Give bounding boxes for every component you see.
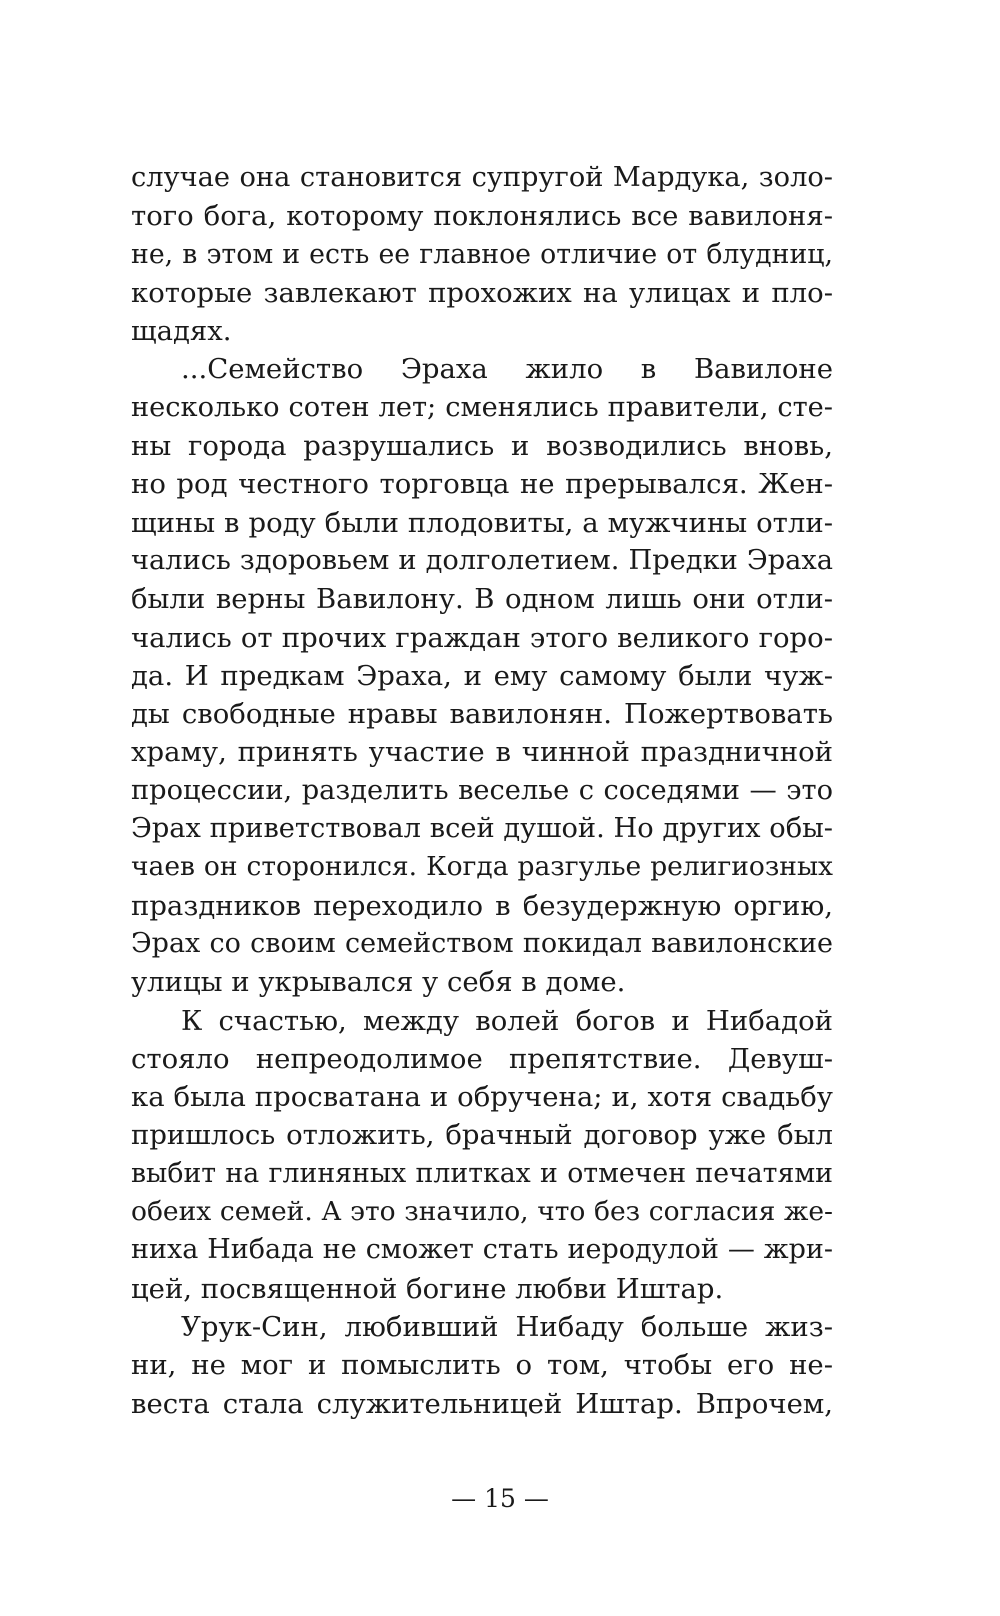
- text-line: чались здоровьем и долголетием. Предки Эраха: [131, 544, 833, 576]
- text-line: Эрах приветствовал всей душой. Но других обы-: [131, 813, 833, 845]
- text-line: улицы и укрывался у себя в доме.: [131, 966, 626, 999]
- text-line: не, в этом и есть ее главное отличие от блудниц,: [131, 238, 833, 270]
- text-line: того бога, которому поклонялись все вавилоня-: [131, 200, 833, 233]
- text-line: пришлось отложить, брачный договор уже был: [131, 1119, 833, 1152]
- text-line: да. И предкам Эраха, и ему самому были чуж-: [131, 659, 833, 692]
- text-line: были верны Вавилону. В одном лишь они отли-: [131, 583, 833, 616]
- text-line: веста стала служительницей Иштар. Впрочем,: [131, 1387, 833, 1420]
- paragraph: [131, 159, 833, 350]
- text-line: ...Семейство Эраха жило в Вавилоне: [181, 353, 833, 386]
- paragraph: [131, 350, 833, 1001]
- text-line: которые завлекают прохожих на улицах и пло-: [131, 276, 833, 309]
- text-line: выбит на глиняных плитках и отмечен печатями: [131, 1157, 833, 1189]
- text-line: но род честного торговца не прерывался. Жен-: [131, 468, 833, 501]
- text-line: щадях.: [131, 315, 232, 348]
- text-line: цей, посвященной богине любви Иштар.: [131, 1272, 724, 1305]
- text-line: ны города разрушались и возводились вновь,: [131, 430, 833, 463]
- paragraph: [131, 1002, 833, 1308]
- page-number: — 15 —: [451, 1484, 549, 1513]
- text-line: храму, принять участие в чинной праздничной: [131, 736, 833, 769]
- text-line: стояло непреодолимое препятствие. Девуш-: [131, 1042, 833, 1075]
- text-line: Урук-Син, любивший Нибаду больше жиз-: [181, 1310, 833, 1343]
- text-line: случае она становится супругой Мардука, золо-: [131, 162, 833, 193]
- text-line: ниха Нибада не сможет стать иеродулой — жри-: [131, 1234, 833, 1266]
- text-line: чались от прочих граждан этого великого горо-: [131, 621, 833, 654]
- body-text: [131, 159, 833, 1423]
- text-line: ни, не мог и помыслить о том, чтобы его не-: [131, 1349, 833, 1382]
- text-line: Эрах со своим семейством покидал вавилонские: [131, 927, 833, 959]
- text-line: ды свободные нравы вавилонян. Пожертвовать: [131, 698, 833, 731]
- text-line: процессии, разделить веселье с соседями — это: [131, 774, 833, 806]
- text-line: праздников переходило в безудержную оргию,: [131, 889, 833, 922]
- text-line: щины в роду были плодовиты, а мужчины отли-: [131, 506, 833, 539]
- text-line: чаев он сторонился. Когда разгулье религиозных: [131, 851, 833, 883]
- paragraph: [131, 1308, 833, 1423]
- text-line: несколько сотен лет; сменялись правители, сте-: [131, 391, 833, 423]
- text-line: К счастью, между волей богов и Нибадой: [181, 1004, 833, 1037]
- text-line: ка была просватана и обручена; и, хотя свадьбу: [131, 1081, 833, 1114]
- text-line: обеих семей. А это значило, что без согласия же-: [131, 1196, 833, 1228]
